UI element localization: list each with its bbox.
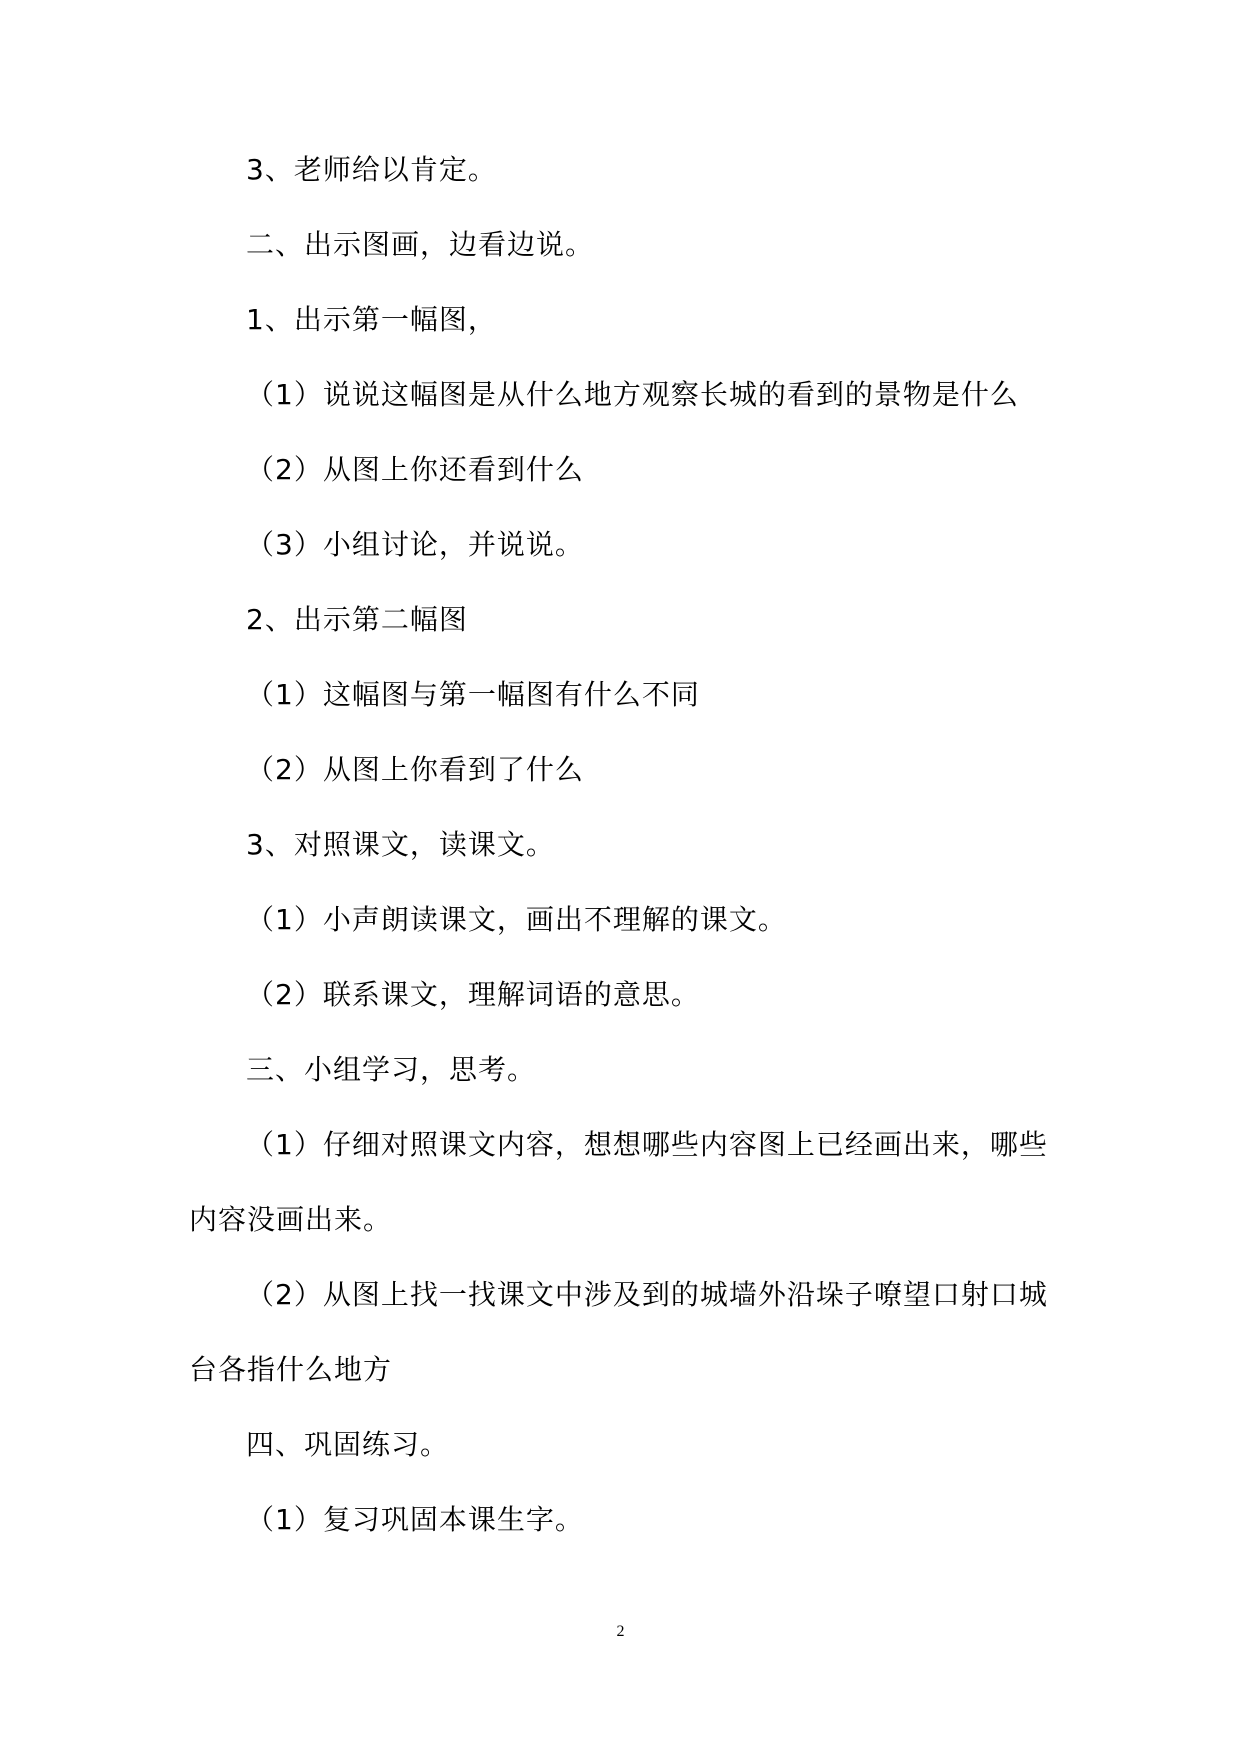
paragraph-line-continuation: 台各指什么地方 xyxy=(189,1353,393,1386)
paragraph-line: （2）从图上找一找课文中涉及到的城墙外沿垛子嘹望口射口城 xyxy=(246,1278,1048,1311)
paragraph-line: （1）说说这幅图是从什么地方观察长城的看到的景物是什么 xyxy=(246,378,1019,411)
section-heading: 三、小组学习，思考。 xyxy=(246,1053,537,1086)
section-heading: 二、出示图画，边看边说。 xyxy=(246,228,595,261)
paragraph-line: （2）联系课文，理解词语的意思。 xyxy=(246,978,700,1011)
paragraph-line: （1）复习巩固本课生字。 xyxy=(246,1503,584,1536)
section-heading: 四、巩固练习。 xyxy=(246,1428,450,1461)
paragraph-line: 2、出示第二幅图 xyxy=(246,603,468,636)
paragraph-line: （2）从图上你看到了什么 xyxy=(246,753,584,786)
paragraph-line: （3）小组讨论，并说说。 xyxy=(246,528,584,561)
page-number: 2 xyxy=(616,1623,625,1640)
paragraph-line: 3、老师给以肯定。 xyxy=(246,153,497,186)
paragraph-line: 1、出示第一幅图， xyxy=(246,303,497,336)
paragraph-line: （1）小声朗读课文，画出不理解的课文。 xyxy=(246,903,787,936)
paragraph-line: 3、对照课文，读课文。 xyxy=(246,828,555,861)
paragraph-line: （1）这幅图与第一幅图有什么不同 xyxy=(246,678,700,711)
paragraph-line: （1）仔细对照课文内容，想想哪些内容图上已经画出来，哪些 xyxy=(246,1128,1048,1161)
paragraph-line: （2）从图上你还看到什么 xyxy=(246,453,584,486)
paragraph-line-continuation: 内容没画出来。 xyxy=(189,1203,393,1236)
